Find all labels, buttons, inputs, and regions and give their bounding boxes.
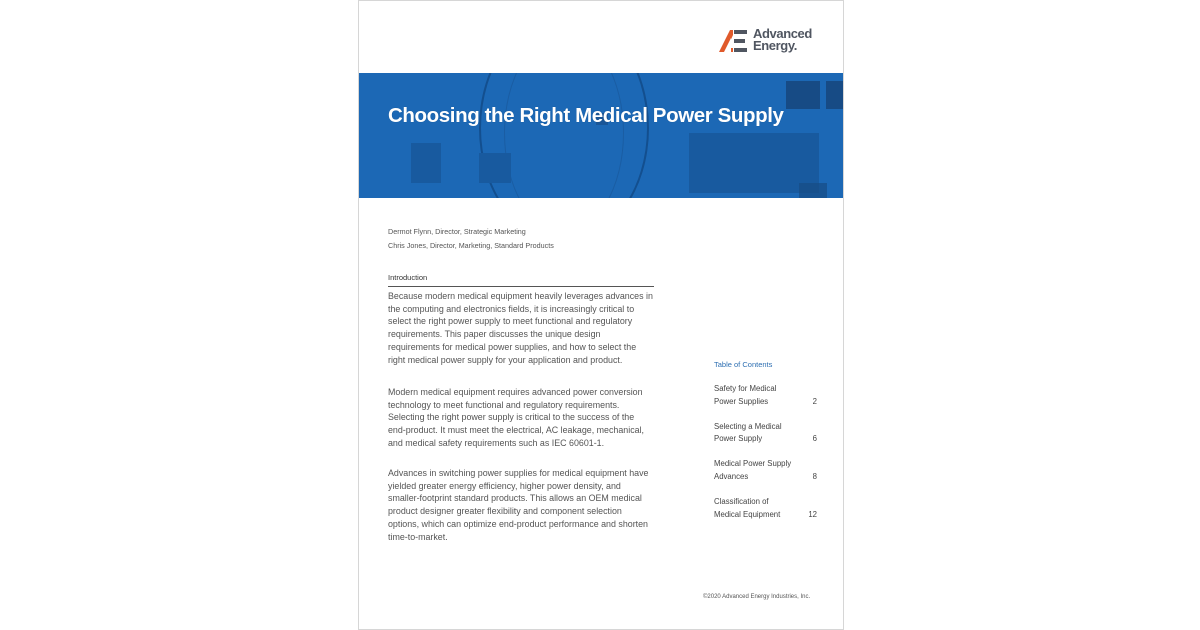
toc-item-page: 2 — [812, 396, 817, 406]
title-banner — [359, 73, 843, 198]
intro-paragraph: Modern medical equipment requires advanced power conversion technology to meet functional and regulatory requirements. Selecting the right power supply is critical to the success of the end-product. It must meet the electrical, AC leakage, mechanical, and medical safety requirements such as IEC 60601-1. — [388, 387, 645, 448]
banner-decor-ring — [504, 73, 624, 198]
toc-item[interactable] — [714, 496, 817, 522]
banner-decor-panel — [411, 143, 441, 183]
author-line: Dermot Flynn, Director, Strategic Marketing — [388, 227, 526, 236]
logo-wordmark-line2: Energy. — [753, 38, 797, 53]
author-list — [388, 225, 554, 253]
advanced-energy-logo — [719, 26, 819, 57]
toc-item-label: Safety for Medical Power Supplies — [714, 384, 777, 406]
banner-decor-block — [786, 81, 820, 109]
table-of-contents — [714, 360, 817, 533]
intro-paragraph: Because modern medical equipment heavily leverages advances in the computing and electronics fields, it is increasingly critical to select the right power supply to meet functional and regulatory requirements. This paper discusses the unique design requirements for medical power supplies, and how to select the right medical power supply for your application and product. — [388, 291, 653, 365]
banner-decor-block — [826, 81, 843, 109]
document-page — [358, 0, 844, 630]
author-line: Chris Jones, Director, Marketing, Standard Products — [388, 241, 554, 250]
logo-wordmark-line1: Advanced — [753, 26, 812, 41]
section-heading-introduction: Introduction — [388, 273, 428, 282]
toc-item-page: 8 — [812, 471, 817, 481]
logo-wordmark — [753, 28, 812, 52]
document-title: Choosing the Right Medical Power Supply — [388, 104, 784, 127]
toc-item-page: 6 — [812, 434, 817, 444]
toc-title: Table of Contents — [714, 360, 773, 369]
toc-item-page: 12 — [808, 509, 817, 519]
toc-item[interactable] — [714, 421, 817, 447]
toc-item-label: Selecting a Medical Power Supply — [714, 421, 782, 444]
toc-item-label: Medical Power Supply Advances — [714, 459, 792, 481]
intro-paragraph: Advances in switching power supplies for medical equipment have yielded greater energy efficiency, higher power density, and smaller-footprint standard products. This allows an OEM medical product designer greater flexibility and component selection options, which can optimize end-product performance and shorten time-to-market. — [388, 468, 649, 542]
toc-item[interactable] — [714, 458, 817, 484]
banner-decor-panel — [479, 153, 511, 183]
banner-decor-block — [799, 183, 827, 198]
toc-item-label: Classification of Medical Equipment — [714, 496, 781, 519]
toc-item[interactable] — [714, 383, 817, 409]
copyright-notice: ©2020 Advanced Energy Industries, Inc. — [703, 594, 811, 600]
section-divider — [388, 286, 654, 287]
advanced-energy-logo-icon — [719, 29, 749, 53]
